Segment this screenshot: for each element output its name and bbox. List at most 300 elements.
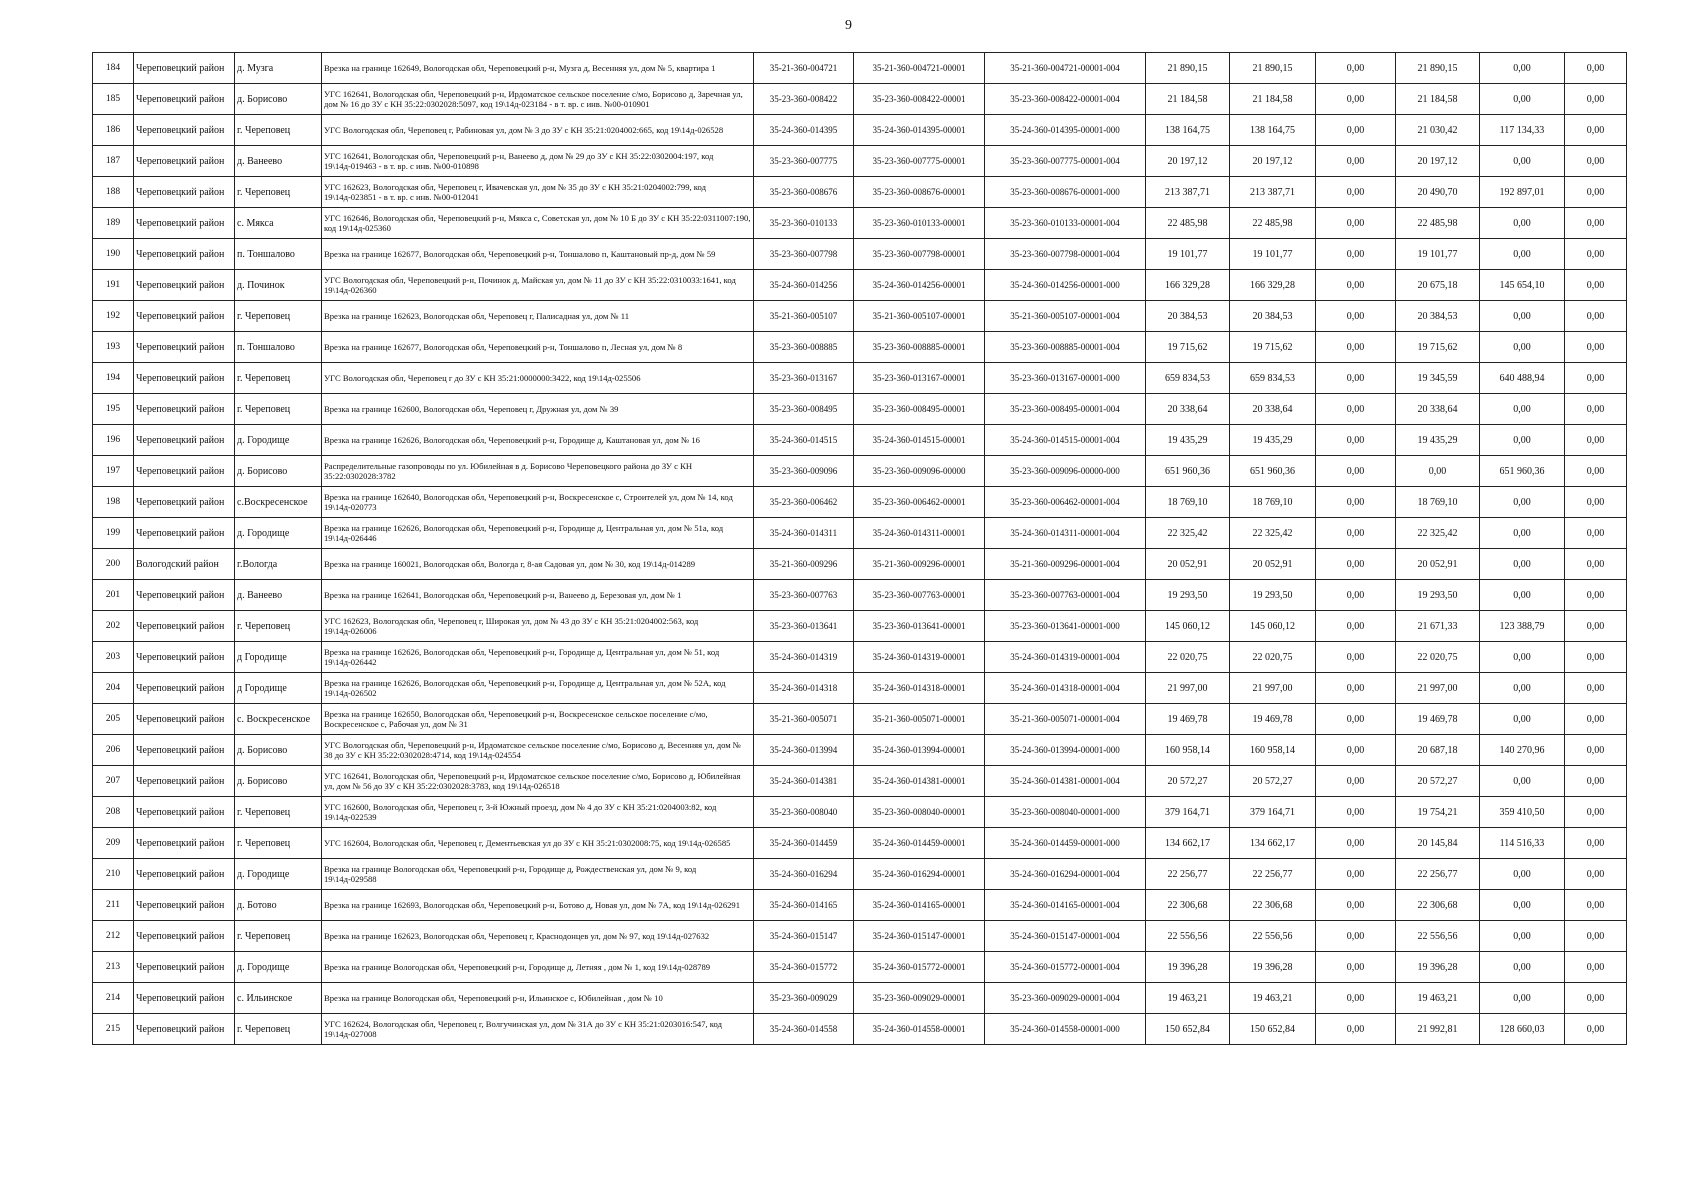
row-number: 208: [93, 797, 134, 828]
object-code-cell: 35-23-360-006462: [754, 487, 854, 518]
value-depreciation-cell: 0,00: [1316, 146, 1396, 177]
inventory-code-cell: 35-23-360-006462-00001-004: [985, 487, 1146, 518]
locality-cell: г. Череповец: [235, 797, 322, 828]
table-row: [93, 518, 1627, 549]
sub-code-cell: 35-23-360-008040-00001: [854, 797, 985, 828]
value-part-b-cell: 0,00: [1480, 146, 1565, 177]
value-part-a-cell: 21 890,15: [1396, 53, 1480, 84]
value-total-cell: 22 306,68: [1146, 890, 1230, 921]
value-total-cell: 22 256,77: [1146, 859, 1230, 890]
value-part-a-cell: 19 101,77: [1396, 239, 1480, 270]
locality-cell: д. Городище: [235, 425, 322, 456]
value-depreciation-cell: 0,00: [1316, 890, 1396, 921]
value-part-c-cell: 0,00: [1565, 921, 1627, 952]
value-part-c-cell: 0,00: [1565, 115, 1627, 146]
value-depreciation-cell: 0,00: [1316, 549, 1396, 580]
value-part-b-cell: 123 388,79: [1480, 611, 1565, 642]
value-depreciation-cell: 0,00: [1316, 766, 1396, 797]
object-code-cell: 35-24-360-014311: [754, 518, 854, 549]
description-cell: УГС 162624, Вологодская обл, Череповец г, Волгучинская ул, дом № 31А до ЗУ с КН 35:21:0203016:547, код 19\14д-027008: [322, 1014, 754, 1045]
value-depreciation-cell: 0,00: [1316, 115, 1396, 146]
sub-code-cell: 35-24-360-014311-00001: [854, 518, 985, 549]
table-row: [93, 425, 1627, 456]
value-depreciation-cell: 0,00: [1316, 797, 1396, 828]
table-row: [93, 797, 1627, 828]
description-cell: Врезка на границе 162649, Вологодская обл, Череповецкий р-н, Музга д, Весенняя ул, дом № 5, квартира 1: [322, 53, 754, 84]
value-total-cell: 145 060,12: [1146, 611, 1230, 642]
object-code-cell: 35-23-360-007798: [754, 239, 854, 270]
sub-code-cell: 35-23-360-006462-00001: [854, 487, 985, 518]
value-part-c-cell: 0,00: [1565, 53, 1627, 84]
row-number: 189: [93, 208, 134, 239]
registry-table-body: [93, 53, 1627, 1045]
value-total-cell: 19 396,28: [1146, 952, 1230, 983]
value-total-cell: 20 052,91: [1146, 549, 1230, 580]
description-cell: Врезка на границе 162626, Вологодская обл, Череповецкий р-н, Городище д, Центральная ул, дом № 52А, код 19\14д-026502: [322, 673, 754, 704]
object-code-cell: 35-24-360-014256: [754, 270, 854, 301]
value-part-c-cell: 0,00: [1565, 580, 1627, 611]
table-row: [93, 611, 1627, 642]
sub-code-cell: 35-23-360-013167-00001: [854, 363, 985, 394]
value-part-b-cell: 0,00: [1480, 487, 1565, 518]
table-row: [93, 828, 1627, 859]
row-number: 206: [93, 735, 134, 766]
inventory-code-cell: 35-23-360-007775-00001-004: [985, 146, 1146, 177]
locality-cell: д. Борисово: [235, 456, 322, 487]
locality-cell: г. Череповец: [235, 115, 322, 146]
description-cell: УГС 162641, Вологодская обл, Череповецкий р-н, Ванеево д, дом № 29 до ЗУ с КН 35:22:0302004:197, код 19\14д-019463 - в т. вр. с инв. №00-010898: [322, 146, 754, 177]
value-part-c-cell: 0,00: [1565, 673, 1627, 704]
locality-cell: г. Череповец: [235, 301, 322, 332]
value-residual-cell: 19 715,62: [1230, 332, 1316, 363]
inventory-code-cell: 35-23-360-008422-00001-004: [985, 84, 1146, 115]
table-row: [93, 983, 1627, 1014]
row-number: 200: [93, 549, 134, 580]
value-total-cell: 379 164,71: [1146, 797, 1230, 828]
value-total-cell: 659 834,53: [1146, 363, 1230, 394]
description-cell: Врезка на границе 162623, Вологодская обл, Череповец г, Краснодонцев ул, дом № 97, код 19\14д-027632: [322, 921, 754, 952]
value-part-b-cell: 140 270,96: [1480, 735, 1565, 766]
value-part-c-cell: 0,00: [1565, 518, 1627, 549]
value-part-c-cell: 0,00: [1565, 456, 1627, 487]
description-cell: Врезка на границе 162600, Вологодская обл, Череповец г, Дружная ул, дом № 39: [322, 394, 754, 425]
locality-cell: с. Воскресенское: [235, 704, 322, 735]
district-cell: Череповецкий район: [134, 208, 235, 239]
row-number: 214: [93, 983, 134, 1014]
inventory-code-cell: 35-21-360-005071-00001-004: [985, 704, 1146, 735]
value-part-a-cell: 21 997,00: [1396, 673, 1480, 704]
value-part-c-cell: 0,00: [1565, 611, 1627, 642]
locality-cell: д. Ванеево: [235, 146, 322, 177]
locality-cell: г. Череповец: [235, 394, 322, 425]
object-code-cell: 35-24-360-014395: [754, 115, 854, 146]
table-row: [93, 952, 1627, 983]
sub-code-cell: 35-23-360-008676-00001: [854, 177, 985, 208]
value-part-b-cell: 0,00: [1480, 983, 1565, 1014]
value-total-cell: 21 997,00: [1146, 673, 1230, 704]
value-part-c-cell: 0,00: [1565, 239, 1627, 270]
value-residual-cell: 21 997,00: [1230, 673, 1316, 704]
value-part-b-cell: 0,00: [1480, 921, 1565, 952]
district-cell: Череповецкий район: [134, 580, 235, 611]
description-cell: Врезка на границе 162626, Вологодская обл, Череповецкий р-н, Городище д, Центральная ул, дом № 51, код 19\14д-026442: [322, 642, 754, 673]
inventory-code-cell: 35-23-360-009029-00001-004: [985, 983, 1146, 1014]
table-row: [93, 704, 1627, 735]
inventory-code-cell: 35-23-360-007798-00001-004: [985, 239, 1146, 270]
value-residual-cell: 138 164,75: [1230, 115, 1316, 146]
description-cell: Врезка на границе 162677, Вологодская обл, Череповецкий р-н, Тоншалово п, Каштановый пр-д, дом № 59: [322, 239, 754, 270]
inventory-code-cell: 35-24-360-013994-00001-000: [985, 735, 1146, 766]
value-depreciation-cell: 0,00: [1316, 177, 1396, 208]
value-part-c-cell: 0,00: [1565, 952, 1627, 983]
sub-code-cell: 35-24-360-014515-00001: [854, 425, 985, 456]
description-cell: Врезка на границе Вологодская обл, Череповецкий р-н, Ильинское с, Юбилейная , дом № 10: [322, 983, 754, 1014]
row-number: 212: [93, 921, 134, 952]
value-part-c-cell: 0,00: [1565, 859, 1627, 890]
value-residual-cell: 21 184,58: [1230, 84, 1316, 115]
locality-cell: д. Ботово: [235, 890, 322, 921]
object-code-cell: 35-24-360-016294: [754, 859, 854, 890]
table-row: [93, 549, 1627, 580]
value-total-cell: 138 164,75: [1146, 115, 1230, 146]
value-part-a-cell: 20 145,84: [1396, 828, 1480, 859]
value-part-c-cell: 0,00: [1565, 487, 1627, 518]
locality-cell: п. Тоншалово: [235, 239, 322, 270]
table-row: [93, 146, 1627, 177]
district-cell: Череповецкий район: [134, 828, 235, 859]
value-part-b-cell: 640 488,94: [1480, 363, 1565, 394]
value-part-a-cell: 20 687,18: [1396, 735, 1480, 766]
value-total-cell: 19 715,62: [1146, 332, 1230, 363]
value-total-cell: 18 769,10: [1146, 487, 1230, 518]
sub-code-cell: 35-23-360-010133-00001: [854, 208, 985, 239]
value-residual-cell: 160 958,14: [1230, 735, 1316, 766]
value-depreciation-cell: 0,00: [1316, 518, 1396, 549]
district-cell: Череповецкий район: [134, 332, 235, 363]
table-row: [93, 735, 1627, 766]
value-part-a-cell: 22 020,75: [1396, 642, 1480, 673]
value-residual-cell: 22 020,75: [1230, 642, 1316, 673]
value-part-b-cell: 0,00: [1480, 642, 1565, 673]
district-cell: Череповецкий район: [134, 859, 235, 890]
row-number: 211: [93, 890, 134, 921]
district-cell: Череповецкий район: [134, 53, 235, 84]
inventory-code-cell: 35-24-360-014381-00001-004: [985, 766, 1146, 797]
value-residual-cell: 21 890,15: [1230, 53, 1316, 84]
value-part-a-cell: 20 384,53: [1396, 301, 1480, 332]
value-part-b-cell: 651 960,36: [1480, 456, 1565, 487]
object-code-cell: 35-24-360-014319: [754, 642, 854, 673]
description-cell: УГС 162623, Вологодская обл, Череповец г, Широкая ул, дом № 43 до ЗУ с КН 35:21:0204002:563, код 19\14д-026006: [322, 611, 754, 642]
value-residual-cell: 150 652,84: [1230, 1014, 1316, 1045]
table-row: [93, 456, 1627, 487]
object-code-cell: 35-24-360-013994: [754, 735, 854, 766]
value-total-cell: 20 572,27: [1146, 766, 1230, 797]
row-number: 203: [93, 642, 134, 673]
locality-cell: д. Борисово: [235, 735, 322, 766]
description-cell: УГС Вологодская обл, Череповецкий р-н, Починок д, Майская ул, дом № 11 до ЗУ с КН 35:22:0310033:1641, код 19\14д-026360: [322, 270, 754, 301]
value-part-c-cell: 0,00: [1565, 642, 1627, 673]
value-total-cell: 20 384,53: [1146, 301, 1230, 332]
sub-code-cell: 35-24-360-014318-00001: [854, 673, 985, 704]
value-part-a-cell: 21 030,42: [1396, 115, 1480, 146]
locality-cell: д. Городище: [235, 518, 322, 549]
value-total-cell: 160 958,14: [1146, 735, 1230, 766]
row-number: 198: [93, 487, 134, 518]
district-cell: Череповецкий район: [134, 1014, 235, 1045]
district-cell: Череповецкий район: [134, 518, 235, 549]
value-depreciation-cell: 0,00: [1316, 53, 1396, 84]
locality-cell: д. Городище: [235, 952, 322, 983]
district-cell: Череповецкий район: [134, 425, 235, 456]
district-cell: Череповецкий район: [134, 84, 235, 115]
value-part-a-cell: 0,00: [1396, 456, 1480, 487]
value-part-c-cell: 0,00: [1565, 301, 1627, 332]
value-part-b-cell: 0,00: [1480, 890, 1565, 921]
sub-code-cell: 35-24-360-014395-00001: [854, 115, 985, 146]
row-number: 215: [93, 1014, 134, 1045]
row-number: 213: [93, 952, 134, 983]
value-part-c-cell: 0,00: [1565, 270, 1627, 301]
row-number: 196: [93, 425, 134, 456]
value-residual-cell: 19 463,21: [1230, 983, 1316, 1014]
value-part-b-cell: 0,00: [1480, 239, 1565, 270]
table-row: [93, 580, 1627, 611]
inventory-code-cell: 35-24-360-014395-00001-000: [985, 115, 1146, 146]
value-residual-cell: 18 769,10: [1230, 487, 1316, 518]
value-part-a-cell: 22 485,98: [1396, 208, 1480, 239]
value-part-a-cell: 22 306,68: [1396, 890, 1480, 921]
value-part-a-cell: 21 992,81: [1396, 1014, 1480, 1045]
row-number: 201: [93, 580, 134, 611]
description-cell: Врезка на границе Вологодская обл, Череповецкий р-н, Городище д, Летняя , дом № 1, код 19\14д-028789: [322, 952, 754, 983]
value-depreciation-cell: 0,00: [1316, 828, 1396, 859]
value-part-c-cell: 0,00: [1565, 1014, 1627, 1045]
value-part-b-cell: 192 897,01: [1480, 177, 1565, 208]
row-number: 209: [93, 828, 134, 859]
value-part-b-cell: 0,00: [1480, 580, 1565, 611]
table-row: [93, 301, 1627, 332]
value-part-a-cell: 19 435,29: [1396, 425, 1480, 456]
object-code-cell: 35-24-360-014165: [754, 890, 854, 921]
table-row: [93, 239, 1627, 270]
object-code-cell: 35-23-360-013167: [754, 363, 854, 394]
district-cell: Череповецкий район: [134, 487, 235, 518]
registry-table: [92, 52, 1627, 1045]
value-total-cell: 20 338,64: [1146, 394, 1230, 425]
value-depreciation-cell: 0,00: [1316, 208, 1396, 239]
inventory-code-cell: 35-23-360-013641-00001-000: [985, 611, 1146, 642]
value-total-cell: 651 960,36: [1146, 456, 1230, 487]
table-row: [93, 921, 1627, 952]
inventory-code-cell: 35-21-360-009296-00001-004: [985, 549, 1146, 580]
locality-cell: д. Починок: [235, 270, 322, 301]
value-part-a-cell: 19 345,59: [1396, 363, 1480, 394]
object-code-cell: 35-23-360-008422: [754, 84, 854, 115]
value-residual-cell: 19 396,28: [1230, 952, 1316, 983]
value-depreciation-cell: 0,00: [1316, 673, 1396, 704]
value-residual-cell: 20 384,53: [1230, 301, 1316, 332]
row-number: 199: [93, 518, 134, 549]
district-cell: Череповецкий район: [134, 394, 235, 425]
sub-code-cell: 35-24-360-016294-00001: [854, 859, 985, 890]
description-cell: Врезка на границе 162693, Вологодская обл, Череповецкий р-н, Ботово д, Новая ул, дом № 7А, код 19\14д-026291: [322, 890, 754, 921]
value-residual-cell: 651 960,36: [1230, 456, 1316, 487]
description-cell: Распределительные газопроводы по ул. Юбилейная в д. Борисово Череповецкого района до ЗУ с КН 35:22:0302028:3782: [322, 456, 754, 487]
value-depreciation-cell: 0,00: [1316, 84, 1396, 115]
district-cell: Череповецкий район: [134, 673, 235, 704]
object-code-cell: 35-24-360-015147: [754, 921, 854, 952]
locality-cell: д. Ванеево: [235, 580, 322, 611]
value-residual-cell: 19 293,50: [1230, 580, 1316, 611]
district-cell: Череповецкий район: [134, 983, 235, 1014]
value-part-a-cell: 21 184,58: [1396, 84, 1480, 115]
locality-cell: д. Городище: [235, 859, 322, 890]
value-part-a-cell: 20 490,70: [1396, 177, 1480, 208]
object-code-cell: 35-21-360-004721: [754, 53, 854, 84]
value-part-b-cell: 0,00: [1480, 859, 1565, 890]
district-cell: Череповецкий район: [134, 301, 235, 332]
object-code-cell: 35-24-360-014459: [754, 828, 854, 859]
value-part-b-cell: 0,00: [1480, 518, 1565, 549]
description-cell: Врезка на границе 162641, Вологодская обл, Череповецкий р-н, Ванеево д, Березовая ул, дом № 1: [322, 580, 754, 611]
district-cell: Череповецкий район: [134, 642, 235, 673]
row-number: 186: [93, 115, 134, 146]
sub-code-cell: 35-23-360-008495-00001: [854, 394, 985, 425]
description-cell: Врезка на границе 162650, Вологодская обл, Череповецкий р-н, Воскресенское сельское поселение с/мо, Воскресенское с, Рабочая ул, дом № 31: [322, 704, 754, 735]
sub-code-cell: 35-24-360-014319-00001: [854, 642, 985, 673]
inventory-code-cell: 35-23-360-008040-00001-000: [985, 797, 1146, 828]
locality-cell: г. Череповец: [235, 611, 322, 642]
district-cell: Череповецкий район: [134, 704, 235, 735]
value-residual-cell: 19 101,77: [1230, 239, 1316, 270]
table-row: [93, 766, 1627, 797]
inventory-code-cell: 35-24-360-014558-00001-000: [985, 1014, 1146, 1045]
value-part-a-cell: 20 572,27: [1396, 766, 1480, 797]
inventory-code-cell: 35-23-360-009096-00000-000: [985, 456, 1146, 487]
district-cell: Череповецкий район: [134, 177, 235, 208]
sub-code-cell: 35-23-360-008422-00001: [854, 84, 985, 115]
value-part-b-cell: 145 654,10: [1480, 270, 1565, 301]
inventory-code-cell: 35-24-360-014515-00001-004: [985, 425, 1146, 456]
object-code-cell: 35-24-360-014515: [754, 425, 854, 456]
locality-cell: г. Череповец: [235, 363, 322, 394]
locality-cell: с. Ильинское: [235, 983, 322, 1014]
value-residual-cell: 145 060,12: [1230, 611, 1316, 642]
inventory-code-cell: 35-24-360-016294-00001-004: [985, 859, 1146, 890]
value-part-b-cell: 0,00: [1480, 208, 1565, 239]
row-number: 193: [93, 332, 134, 363]
value-part-c-cell: 0,00: [1565, 704, 1627, 735]
value-part-c-cell: 0,00: [1565, 425, 1627, 456]
value-part-c-cell: 0,00: [1565, 735, 1627, 766]
object-code-cell: 35-23-360-008885: [754, 332, 854, 363]
value-part-a-cell: 19 469,78: [1396, 704, 1480, 735]
page-number: 9: [845, 18, 852, 33]
sub-code-cell: 35-24-360-014165-00001: [854, 890, 985, 921]
row-number: 202: [93, 611, 134, 642]
value-total-cell: 22 020,75: [1146, 642, 1230, 673]
district-cell: Череповецкий район: [134, 952, 235, 983]
value-part-b-cell: 0,00: [1480, 549, 1565, 580]
value-depreciation-cell: 0,00: [1316, 363, 1396, 394]
sub-code-cell: 35-21-360-004721-00001: [854, 53, 985, 84]
value-part-a-cell: 20 338,64: [1396, 394, 1480, 425]
value-part-b-cell: 0,00: [1480, 425, 1565, 456]
inventory-code-cell: 35-21-360-005107-00001-004: [985, 301, 1146, 332]
sub-code-cell: 35-24-360-015147-00001: [854, 921, 985, 952]
value-part-b-cell: 0,00: [1480, 301, 1565, 332]
value-depreciation-cell: 0,00: [1316, 394, 1396, 425]
value-residual-cell: 22 306,68: [1230, 890, 1316, 921]
description-cell: УГС 162600, Вологодская обл, Череповец г, 3-й Южный проезд, дом № 4 до ЗУ с КН 35:21:0204003:82, код 19\14д-022539: [322, 797, 754, 828]
locality-cell: д. Борисово: [235, 766, 322, 797]
value-total-cell: 21 184,58: [1146, 84, 1230, 115]
sub-code-cell: 35-23-360-009029-00001: [854, 983, 985, 1014]
inventory-code-cell: 35-24-360-014311-00001-004: [985, 518, 1146, 549]
value-part-c-cell: 0,00: [1565, 363, 1627, 394]
object-code-cell: 35-23-360-013641: [754, 611, 854, 642]
inventory-code-cell: 35-24-360-015147-00001-004: [985, 921, 1146, 952]
value-part-a-cell: 22 325,42: [1396, 518, 1480, 549]
inventory-code-cell: 35-24-360-014319-00001-004: [985, 642, 1146, 673]
description-cell: УГС 162641, Вологодская обл, Череповецкий р-н, Ирдоматское сельское поселение с/мо, Борисово д, Юбилейная ул, дом № 56 до ЗУ с КН 35:22:0302028:3783, код 19\14д-026518: [322, 766, 754, 797]
row-number: 185: [93, 84, 134, 115]
inventory-code-cell: 35-23-360-007763-00001-004: [985, 580, 1146, 611]
object-code-cell: 35-24-360-014381: [754, 766, 854, 797]
sub-code-cell: 35-24-360-014459-00001: [854, 828, 985, 859]
value-residual-cell: 20 338,64: [1230, 394, 1316, 425]
description-cell: УГС 162641, Вологодская обл, Череповецкий р-н, Ирдоматское сельское поселение с/мо, Борисово д, Заречная ул, дом № 16 до ЗУ с КН 35:22:0302028:5097, код 19\14д-023184 - в т. вр. с инв. №00-010901: [322, 84, 754, 115]
district-cell: Череповецкий район: [134, 115, 235, 146]
value-part-b-cell: 114 516,33: [1480, 828, 1565, 859]
value-depreciation-cell: 0,00: [1316, 735, 1396, 766]
value-part-c-cell: 0,00: [1565, 177, 1627, 208]
inventory-code-cell: 35-24-360-014165-00001-004: [985, 890, 1146, 921]
description-cell: Врезка на границе Вологодская обл, Череповецкий р-н, Городище д, Рождественская ул, дом № 9, код 19\14д-029588: [322, 859, 754, 890]
value-total-cell: 19 463,21: [1146, 983, 1230, 1014]
table-row: [93, 177, 1627, 208]
value-part-a-cell: 22 256,77: [1396, 859, 1480, 890]
locality-cell: д. Борисово: [235, 84, 322, 115]
sub-code-cell: 35-24-360-013994-00001: [854, 735, 985, 766]
table-row: [93, 270, 1627, 301]
value-part-a-cell: 22 556,56: [1396, 921, 1480, 952]
locality-cell: с. Мякса: [235, 208, 322, 239]
table-row: [93, 673, 1627, 704]
registry-table-wrapper: [92, 52, 1626, 1045]
value-part-c-cell: 0,00: [1565, 549, 1627, 580]
value-residual-cell: 22 485,98: [1230, 208, 1316, 239]
value-total-cell: 19 435,29: [1146, 425, 1230, 456]
district-cell: Череповецкий район: [134, 239, 235, 270]
district-cell: Череповецкий район: [134, 146, 235, 177]
locality-cell: с.Воскресенское: [235, 487, 322, 518]
value-total-cell: 150 652,84: [1146, 1014, 1230, 1045]
sub-code-cell: 35-24-360-014558-00001: [854, 1014, 985, 1045]
value-total-cell: 22 556,56: [1146, 921, 1230, 952]
row-number: 207: [93, 766, 134, 797]
value-total-cell: 134 662,17: [1146, 828, 1230, 859]
value-depreciation-cell: 0,00: [1316, 983, 1396, 1014]
value-depreciation-cell: 0,00: [1316, 704, 1396, 735]
value-depreciation-cell: 0,00: [1316, 270, 1396, 301]
inventory-code-cell: 35-23-360-008676-00001-000: [985, 177, 1146, 208]
description-cell: УГС Вологодская обл, Череповец г, Рабиновая ул, дом № 3 до ЗУ с КН 35:21:0204002:665, код 19\14д-026528: [322, 115, 754, 146]
district-cell: Череповецкий район: [134, 735, 235, 766]
district-cell: Вологодский район: [134, 549, 235, 580]
description-cell: Врезка на границе 162623, Вологодская обл, Череповец г, Палисадная ул, дом № 11: [322, 301, 754, 332]
